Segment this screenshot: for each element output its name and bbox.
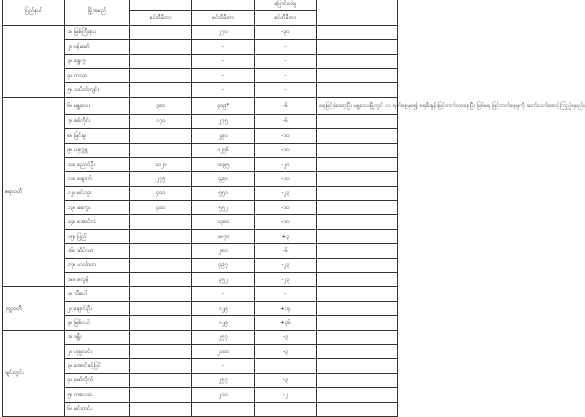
remark <box>317 273 398 287</box>
value-a <box>130 129 192 143</box>
water-level <box>192 402 254 416</box>
value-a <box>130 40 192 54</box>
city-name: ၆။ မင်းကင်း <box>65 402 130 416</box>
city-name: ၂။ ချောင်းဦး <box>65 301 130 315</box>
city-name: ၁၀။ ညောင်ဦး <box>65 157 130 171</box>
level-change: -၂ <box>254 388 316 402</box>
level-change: -၃ <box>254 344 316 358</box>
remark <box>317 68 398 82</box>
remark <box>317 83 398 97</box>
city-name: ၁။ ခန္တီး <box>65 330 130 344</box>
water-level: ၂၇၀ <box>192 25 254 39</box>
level-change: -၆ <box>254 97 316 114</box>
level-change: -၁၀ <box>254 215 316 229</box>
city-name: ၅။ ကလေးဝ <box>65 388 130 402</box>
value-a: ၄၀၀ <box>130 186 192 200</box>
value-a <box>130 388 192 402</box>
water-level-table <box>2 0 585 417</box>
value-a <box>130 215 192 229</box>
value-a <box>130 316 192 330</box>
level-change: - <box>254 83 316 97</box>
level-change: +၃ <box>254 229 316 243</box>
value-a: ၁၇၀ <box>130 114 192 128</box>
value-a: ၃၈၀ <box>130 97 192 114</box>
water-level: ၁၈၇၀ <box>192 229 254 243</box>
table-row <box>3 330 398 344</box>
city-name: ၉။ ပခုက္ကူ <box>65 143 130 157</box>
water-level: - <box>192 359 254 373</box>
water-level: ၂၇၅ <box>192 114 254 128</box>
level-change: -၂၃ <box>254 273 316 287</box>
water-level: - <box>192 83 254 97</box>
remark <box>317 114 398 128</box>
level-change <box>254 402 316 416</box>
value-a <box>130 273 192 287</box>
level-change: -၁၀ <box>254 143 316 157</box>
remark <box>317 330 398 344</box>
header-col4 <box>192 0 254 11</box>
value-a <box>130 258 192 272</box>
remark <box>317 402 398 416</box>
city-name: ၁၃။ မကွေး <box>65 201 130 215</box>
remark <box>317 388 398 402</box>
level-change: - <box>254 287 316 301</box>
level-change: -၂၃ <box>254 186 316 200</box>
value-a <box>130 287 192 301</box>
value-a <box>130 229 192 243</box>
region-name: ဒုတ္တဝတီ <box>3 287 65 330</box>
remark <box>317 359 398 373</box>
value-a <box>130 68 192 82</box>
value-a <box>130 25 192 39</box>
water-level: ၅၅၁ <box>192 186 254 200</box>
header-row <box>3 0 398 11</box>
remark <box>317 258 398 272</box>
water-level: ၄၉၇ <box>192 258 254 272</box>
value-a <box>130 373 192 387</box>
water-level: ၁၀၉၅ <box>192 157 254 171</box>
value-a <box>130 54 192 68</box>
level-change: -၃ <box>254 330 316 344</box>
water-level: - <box>192 54 254 68</box>
water-level: ၂၁၀ <box>192 388 254 402</box>
header-col3 <box>130 0 192 11</box>
header-change: ပြောင်းလဲမှု <box>254 0 316 11</box>
header-city: မြို့အမည် <box>65 0 130 25</box>
water-level: ၃၅၂ <box>192 273 254 287</box>
water-level: ၁၂၅၆ <box>192 143 254 157</box>
value-a <box>130 344 192 358</box>
water-level: ၂၈၀ <box>192 244 254 258</box>
city-name: ၁၇။ ဟင်္သာတ <box>65 258 130 272</box>
city-name: ၁၂။ မင်းဘူး <box>65 186 130 200</box>
water-level: - <box>192 68 254 82</box>
water-level: ၅၅၂ <box>192 201 254 215</box>
level-change: -၆ <box>254 114 316 128</box>
level-change: - <box>254 54 316 68</box>
city-name: ၅။ သပိတ်ကျင်း <box>65 83 130 97</box>
city-name: ၁၁။ ချောက် <box>65 172 130 186</box>
city-name: ၇။ စစ်ကိုင်း <box>65 114 130 128</box>
level-change: - <box>254 40 316 54</box>
region-name: ချင်းတွင်း <box>3 330 65 416</box>
region-name <box>3 25 65 97</box>
remark <box>317 287 398 301</box>
value-a <box>130 244 192 258</box>
water-level: ၂၉၀ <box>192 129 254 143</box>
remark <box>317 244 398 258</box>
city-name: ၂။ ဟုမ္မလင်း <box>65 344 130 358</box>
value-a <box>130 83 192 97</box>
value-a <box>130 402 192 416</box>
water-level: ၁၂၉ <box>192 316 254 330</box>
header-region: ပြည်နယ် <box>3 0 65 25</box>
level-change: -၃ <box>254 373 316 387</box>
water-level: ၄၉၀ <box>192 172 254 186</box>
city-name: ၄။ ကသာ <box>65 68 130 82</box>
remark <box>317 129 398 143</box>
city-name: ၂။ ဗန်းမော် <box>65 40 130 54</box>
value-a <box>130 301 192 315</box>
remark <box>317 344 398 358</box>
remark <box>317 301 398 315</box>
city-name: ၁၆။ ဆိပ်သာ <box>65 244 130 258</box>
value-a <box>130 330 192 344</box>
city-name: ၈။ မြင်းမူ <box>65 129 130 143</box>
water-level: ၃၀၉* <box>192 97 254 114</box>
city-name: ၃။ မြစ်ငယ် <box>65 316 130 330</box>
unit-col4: စင်တီမီတာ <box>192 11 254 25</box>
water-level: - <box>192 40 254 54</box>
level-change: -၆ <box>254 244 316 258</box>
water-level: - <box>192 287 254 301</box>
water-level: ၂၁၀၀ <box>192 344 254 358</box>
remark <box>317 201 398 215</box>
remark <box>317 229 398 243</box>
city-name: ၄။ မော်လိုက် <box>65 373 130 387</box>
value-a <box>130 359 192 373</box>
level-change: +၁၄ <box>254 301 316 315</box>
table-row <box>3 287 398 301</box>
city-name: ၁။ သီပေါ <box>65 287 130 301</box>
unit-col5: စင်တီမီတာ <box>254 11 316 25</box>
city-name: ၁၄။ အောင်လံ <box>65 215 130 229</box>
water-level: ၂၅၇ <box>192 330 254 344</box>
remark <box>317 186 398 200</box>
remark <box>317 40 398 54</box>
level-change: +၃၆ <box>254 316 316 330</box>
city-name: ၁။ မြစ်ကြီးနား <box>65 25 130 39</box>
level-change: -၃၀ <box>254 25 316 39</box>
remark <box>317 157 398 171</box>
water-level: ၂၅၇ <box>192 373 254 387</box>
city-name: ၆။ မန္တလေး <box>65 97 130 114</box>
region-name: ဧရာဝတီ <box>3 97 65 287</box>
remark <box>317 215 398 229</box>
level-change: - <box>254 68 316 82</box>
level-change: -၁၀ <box>254 201 316 215</box>
value-a: ၁၀၂၀ <box>130 157 192 171</box>
water-level: ၁၃၈၀ <box>192 215 254 229</box>
remark <box>317 54 398 68</box>
remark <box>317 172 398 186</box>
value-a <box>130 143 192 157</box>
level-change <box>254 359 316 373</box>
level-change: -၂၃ <box>254 258 316 272</box>
remark <box>317 143 398 157</box>
city-name: ၁၅။ ပြည် <box>65 229 130 243</box>
remark: ရေမြင့်ခဲ့ဆော့ပြီး မန္တလေးမြို့တွင် ၁၁ ရက်နေ့မှစ၍ ရေစီးနှုန်းမြင့်တက်လာနေပြီး မြစ်ရေ မြင့်တက်နေမှုကို ဆက်လက်စောင့်ကြည့်ရမည်။ <box>317 97 398 114</box>
remark <box>317 316 398 330</box>
value-a: ၂၇၅ <box>130 172 192 186</box>
city-name: ၃။ ရွှေကူ <box>65 54 130 68</box>
water-level: ၁၂၉ <box>192 301 254 315</box>
level-change: -၂၀ <box>254 157 316 171</box>
value-a: ၄၀၀ <box>130 201 192 215</box>
level-change: -၁၀ <box>254 172 316 186</box>
table-row <box>3 25 398 39</box>
level-change: -၁၀ <box>254 129 316 143</box>
city-name: ၁၈။ ဇလွန် <box>65 273 130 287</box>
header-note <box>317 0 398 25</box>
city-name: ၃။ အောင်ခင့်ပြင် <box>65 359 130 373</box>
remark <box>317 25 398 39</box>
table-row <box>3 97 398 114</box>
remark <box>317 373 398 387</box>
unit-col3: စင်တီမီတာ <box>130 11 192 25</box>
